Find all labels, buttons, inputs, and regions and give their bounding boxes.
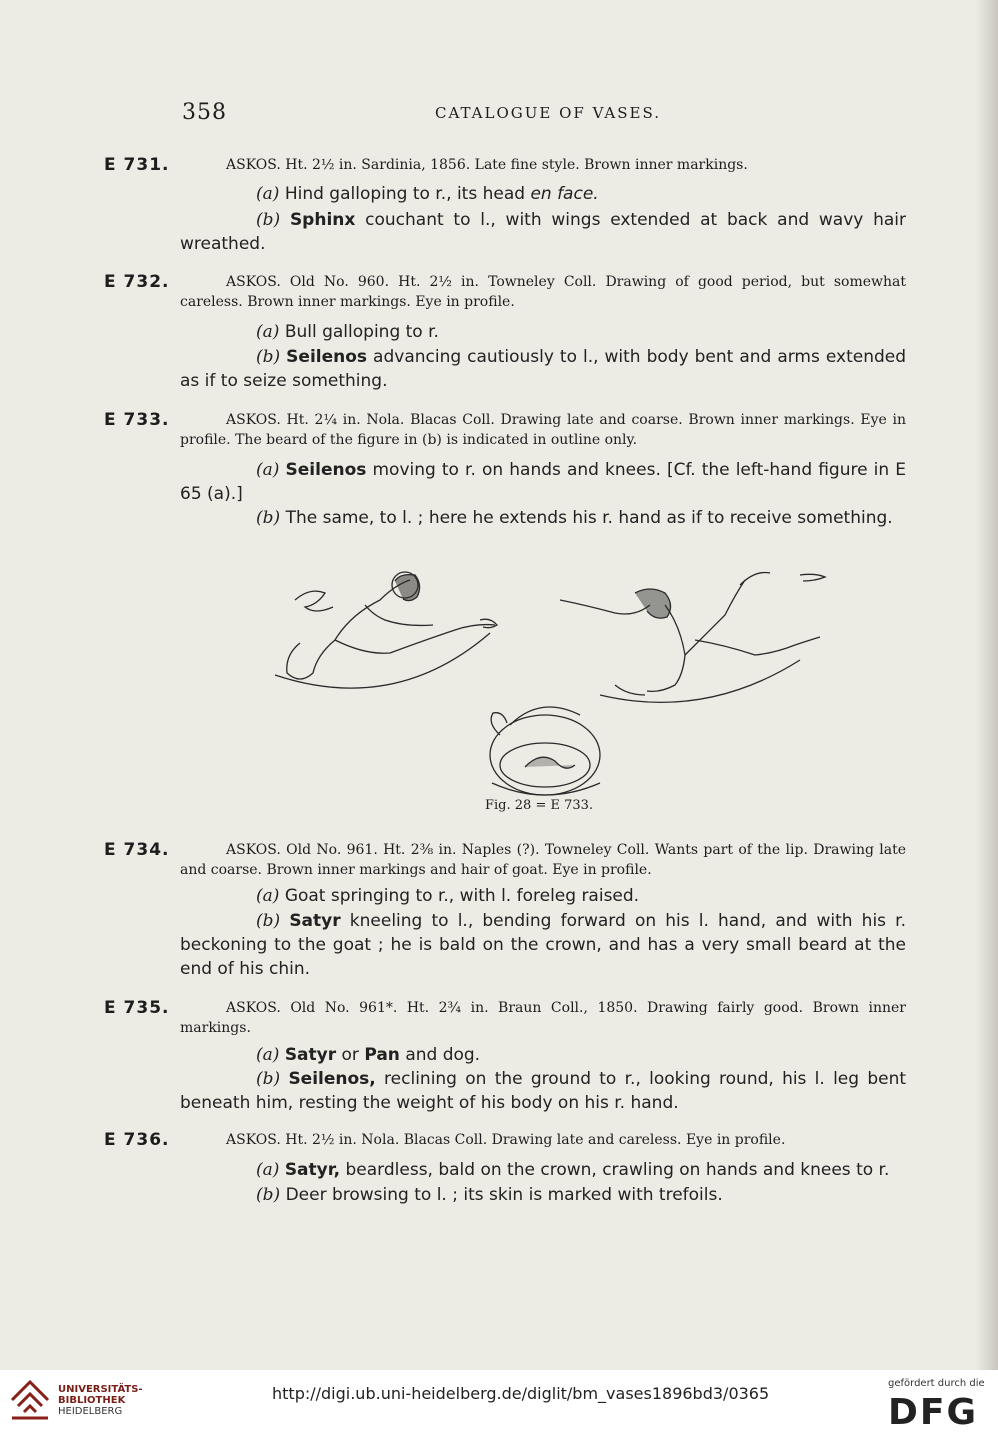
item-text: Goat springing to r., with l. foreleg raised.	[284, 886, 640, 906]
entry-desc-e735: ASKOS. Old No. 961*. Ht. 2¾ in. Braun Coll., 1850. Drawing fairly good. Brown inner markings.	[180, 1000, 906, 1036]
item-label: (b)	[256, 210, 281, 230]
page-header	[0, 100, 998, 130]
funder-caption: gefördert durch die	[888, 1378, 985, 1389]
entry-desc-e732: ASKOS. Old No. 960. Ht. 2½ in. Towneley Coll. Drawing of good period, but somewhat careless. Brown inner markings. Eye in profile.	[180, 274, 906, 310]
entry-item-a-e736	[180, 1158, 906, 1182]
item-name: Sphinx	[289, 210, 356, 230]
entry-item-b-e733	[180, 506, 906, 530]
item-label: (b)	[256, 1069, 281, 1089]
entry-item-a-e733	[180, 458, 906, 506]
item-text: Deer browsing to l. ; its skin is marked with trefoils.	[285, 1185, 723, 1205]
item-label: (a)	[256, 460, 280, 480]
entry-item-a-e731	[180, 182, 906, 206]
item-name: Satyr	[289, 911, 341, 931]
item-text: reclining on the ground to r., looking round, his l. leg bent beneath him, resting the weight of his body on his r. hand.	[180, 1069, 907, 1113]
entry-item-b-e735	[180, 1067, 906, 1115]
library-name-line-1: UNIVERSITÄTS-	[58, 1384, 143, 1395]
item-label: (a)	[256, 322, 280, 342]
library-name-line-2: BIBLIOTHEK	[58, 1395, 126, 1406]
seilenos-right-figure	[560, 573, 825, 703]
entry-item-b-e736	[180, 1183, 906, 1207]
entry-item-a-e735	[180, 1043, 906, 1067]
askos-illustration	[255, 545, 830, 815]
item-text: Hind galloping to r., its head	[284, 184, 526, 204]
figure-caption: Fig. 28 = E 733.	[485, 798, 594, 813]
item-label: (a)	[256, 184, 280, 204]
item-text: kneeling to l., bending forward on his l. hand, and with his r. beckoning to the goat ; he is bald on the crown, and has a very small beard at the end of his chin.	[180, 911, 907, 979]
entry-item-b-e734	[180, 909, 906, 981]
item-name: Satyr	[284, 1045, 337, 1065]
askos-vase-drawing	[490, 707, 600, 795]
item-text: The same, to l. ; here he extends his r. hand as if to receive something.	[285, 508, 893, 528]
item-name-2: Pan	[364, 1045, 400, 1065]
entry-desc-e734: ASKOS. Old No. 961. Ht. 2⅜ in. Naples (?). Towneley Coll. Wants part of the lip. Drawing late and coarse. Brown inner markings and hair of goat. Eye in profile.	[180, 842, 906, 878]
item-name: Satyr,	[284, 1160, 341, 1180]
entry-item-a-e732	[180, 320, 906, 344]
item-italic: en face.	[530, 184, 599, 204]
item-label: (b)	[256, 1185, 281, 1205]
dfg-logo: DFG	[888, 1392, 979, 1433]
item-label: (b)	[256, 347, 281, 367]
item-text: moving to r. on hands and knees. [Cf. the left-hand figure in E 65 (a).]	[180, 460, 907, 504]
entry-id-e731: E 731.	[104, 155, 170, 175]
entry-desc-e731: ASKOS. Ht. 2½ in. Sardinia, 1856. Late fine style. Brown inner markings.	[226, 157, 748, 173]
page-edge-shadow	[976, 0, 998, 1370]
entry-item-a-e734	[180, 884, 906, 908]
item-text: beardless, bald on the crown, crawling on hands and knees to r.	[345, 1160, 890, 1180]
item-label: (a)	[256, 1045, 280, 1065]
seilenos-left-figure	[275, 572, 497, 688]
running-title: CATALOGUE OF VASES.	[435, 104, 661, 122]
permalink-url[interactable]: http://digi.ub.uni-heidelberg.de/diglit/bm_vases1896bd3/0365	[272, 1384, 770, 1403]
item-name: Seilenos,	[288, 1069, 376, 1089]
item-text: and dog.	[405, 1045, 481, 1065]
item-text: Bull galloping to r.	[284, 322, 439, 342]
university-library-logo-icon	[8, 1378, 52, 1422]
item-text: or	[341, 1045, 359, 1065]
page-number: 358	[182, 100, 227, 125]
entry-desc-e736: ASKOS. Ht. 2½ in. Nola. Blacas Coll. Drawing late and careless. Eye in profile.	[226, 1132, 786, 1148]
entry-id-e732: E 732.	[104, 272, 170, 292]
item-label: (a)	[256, 886, 280, 906]
item-label: (b)	[256, 911, 281, 931]
entry-id-e735: E 735.	[104, 998, 170, 1018]
viewer-footer	[0, 1370, 998, 1440]
item-text: advancing cautiously to l., with body bent and arms extended as if to seize something.	[180, 347, 907, 391]
entry-id-e733: E 733.	[104, 410, 170, 430]
entry-id-e736: E 736.	[104, 1130, 170, 1150]
library-name-line-3: HEIDELBERG	[58, 1406, 123, 1417]
item-label: (a)	[256, 1160, 280, 1180]
item-name: Seilenos	[285, 460, 367, 480]
entry-item-b-e732	[180, 345, 906, 393]
item-text: couchant to l., with wings extended at back and wavy hair wreathed.	[180, 210, 907, 254]
item-label: (b)	[256, 508, 281, 528]
entry-item-b-e731	[180, 208, 906, 256]
library-name	[58, 1384, 143, 1417]
entry-id-e734: E 734.	[104, 840, 170, 860]
entry-desc-e733: ASKOS. Ht. 2¼ in. Nola. Blacas Coll. Drawing late and coarse. Brown inner markings. Eye in profile. The beard of the figure in (b) is indicated in outline only.	[180, 412, 906, 448]
item-name: Seilenos	[286, 347, 368, 367]
